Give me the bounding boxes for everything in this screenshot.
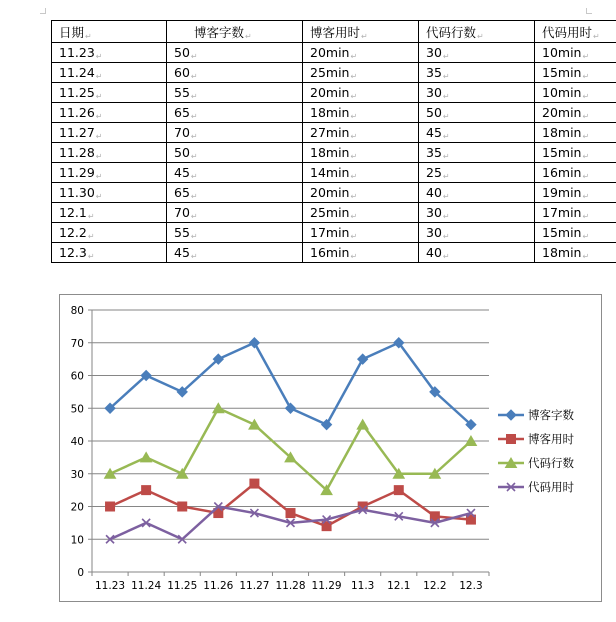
cell-date: 11.24↵: [52, 63, 167, 83]
y-tick-label: 70: [70, 337, 84, 350]
table-body: [52, 43, 616, 263]
table-row: [52, 223, 616, 243]
cell-code-lines: 30↵: [419, 203, 535, 223]
cell-code-time: 17min↵: [535, 203, 616, 223]
x-tick-label: 11.27: [239, 580, 270, 592]
y-tick-label: 10: [70, 534, 84, 547]
table-row: [52, 243, 616, 263]
legend-label: 博客字数: [528, 408, 574, 422]
x-tick-label: 11.26: [203, 580, 234, 592]
table-row: [52, 43, 616, 63]
cell-date: 12.2↵: [52, 223, 167, 243]
y-tick-label: 80: [70, 305, 84, 317]
cell-blog-time: 16min↵: [303, 243, 419, 263]
cell-blog-words: 45↵: [167, 243, 303, 263]
x-tick-label: 11.29: [311, 580, 342, 592]
x-tick-label: 11.25: [167, 580, 198, 592]
data-point: [322, 420, 332, 430]
cell-blog-words: 55↵: [167, 223, 303, 243]
data-point: [286, 509, 295, 518]
legend-item: [498, 408, 574, 422]
header-blog-words: 博客字数↵: [167, 21, 303, 43]
x-tick-label: 12.3: [459, 580, 483, 592]
data-point: [286, 403, 296, 413]
cell-blog-time: 20min↵: [303, 83, 419, 103]
cell-date: 11.23↵: [52, 43, 167, 63]
cell-code-lines: 35↵: [419, 143, 535, 163]
data-point: [250, 479, 259, 488]
legend-marker: [506, 410, 516, 420]
cell-date: 12.3↵: [52, 243, 167, 263]
cell-code-time: 19min↵: [535, 183, 616, 203]
cell-code-time: 10min↵: [535, 83, 616, 103]
cell-date: 11.25↵: [52, 83, 167, 103]
cell-blog-words: 65↵: [167, 103, 303, 123]
cell-blog-words: 45↵: [167, 163, 303, 183]
table-row: [52, 143, 616, 163]
cell-date: 11.30↵: [52, 183, 167, 203]
legend-label: 代码行数: [528, 456, 574, 470]
table-row: [52, 203, 616, 223]
cell-code-time: 15min↵: [535, 63, 616, 83]
data-point: [178, 502, 187, 511]
cell-blog-words: 50↵: [167, 143, 303, 163]
y-tick-label: 30: [70, 468, 84, 481]
y-tick-label: 60: [70, 370, 84, 383]
cell-blog-words: 50↵: [167, 43, 303, 63]
cell-blog-time: 20min↵: [303, 43, 419, 63]
cell-code-lines: 50↵: [419, 103, 535, 123]
cell-blog-time: 25min↵: [303, 203, 419, 223]
cell-code-time: 15min↵: [535, 223, 616, 243]
legend-item: [498, 456, 574, 470]
cell-code-lines: 35↵: [419, 63, 535, 83]
table-header-row: [52, 21, 616, 43]
cell-code-lines: 40↵: [419, 243, 535, 263]
cell-date: 11.27↵: [52, 123, 167, 143]
header-date: 日期↵: [52, 21, 167, 43]
y-tick-label: 50: [70, 403, 84, 416]
data-point: [358, 354, 368, 364]
header-blog-time: 博客用时↵: [303, 21, 419, 43]
cell-blog-time: 18min↵: [303, 143, 419, 163]
table-row: [52, 63, 616, 83]
cell-code-time: 18min↵: [535, 123, 616, 143]
legend-marker: [507, 435, 516, 444]
chart-canvas: [60, 295, 601, 601]
y-tick-label: 0: [77, 567, 84, 579]
x-tick-label: 11.23: [95, 580, 126, 592]
cell-code-time: 18min↵: [535, 243, 616, 263]
data-point: [357, 420, 368, 430]
cell-blog-time: 25min↵: [303, 63, 419, 83]
crop-mark: [40, 8, 46, 14]
legend-item: [498, 480, 574, 494]
data-point: [106, 502, 115, 511]
cell-blog-words: 70↵: [167, 123, 303, 143]
data-point: [394, 486, 403, 495]
cell-code-lines: 45↵: [419, 123, 535, 143]
y-tick-label: 40: [70, 436, 84, 448]
cell-date: 11.29↵: [52, 163, 167, 183]
series-line: [110, 408, 471, 490]
cell-blog-time: 17min↵: [303, 223, 419, 243]
cell-code-lines: 30↵: [419, 223, 535, 243]
data-point: [142, 486, 151, 495]
cell-code-lines: 25↵: [419, 163, 535, 183]
cell-code-time: 20min↵: [535, 103, 616, 123]
x-tick-label: 11.3: [350, 580, 375, 592]
cell-code-time: 15min↵: [535, 143, 616, 163]
header-code-time: 代码用时↵: [535, 21, 616, 43]
x-tick-label: 12.1: [387, 580, 411, 592]
x-tick-label: 11.28: [275, 580, 306, 592]
cell-code-lines: 30↵: [419, 83, 535, 103]
cell-blog-time: 18min↵: [303, 103, 419, 123]
cell-code-time: 10min↵: [535, 43, 616, 63]
cell-code-time: 16min↵: [535, 163, 616, 183]
cell-blog-words: 65↵: [167, 183, 303, 203]
cell-date: 12.1↵: [52, 203, 167, 223]
cell-code-lines: 40↵: [419, 183, 535, 203]
series-3: [105, 403, 477, 494]
data-table: [51, 20, 616, 263]
line-chart: [59, 294, 602, 602]
crop-mark: [586, 8, 592, 14]
cell-blog-words: 60↵: [167, 63, 303, 83]
table-row: [52, 103, 616, 123]
cell-blog-words: 70↵: [167, 203, 303, 223]
cell-date: 11.28↵: [52, 143, 167, 163]
table-row: [52, 83, 616, 103]
cell-blog-time: 20min↵: [303, 183, 419, 203]
data-point: [249, 420, 260, 430]
header-code-lines: 代码行数↵: [419, 21, 535, 43]
table-row: [52, 183, 616, 203]
cell-code-lines: 30↵: [419, 43, 535, 63]
y-tick-label: 20: [70, 501, 84, 514]
x-tick-label: 11.24: [131, 580, 162, 592]
legend-item: [498, 432, 574, 446]
cell-blog-time: 27min↵: [303, 123, 419, 143]
x-tick-label: 12.2: [423, 580, 447, 592]
data-point: [141, 452, 152, 462]
data-point: [249, 338, 259, 348]
series-1: [105, 338, 476, 430]
legend-label: 博客用时: [528, 432, 574, 446]
legend-label: 代码用时: [528, 480, 574, 494]
cell-blog-time: 14min↵: [303, 163, 419, 183]
table-row: [52, 123, 616, 143]
cell-date: 11.26↵: [52, 103, 167, 123]
cell-blog-words: 55↵: [167, 83, 303, 103]
table-row: [52, 163, 616, 183]
